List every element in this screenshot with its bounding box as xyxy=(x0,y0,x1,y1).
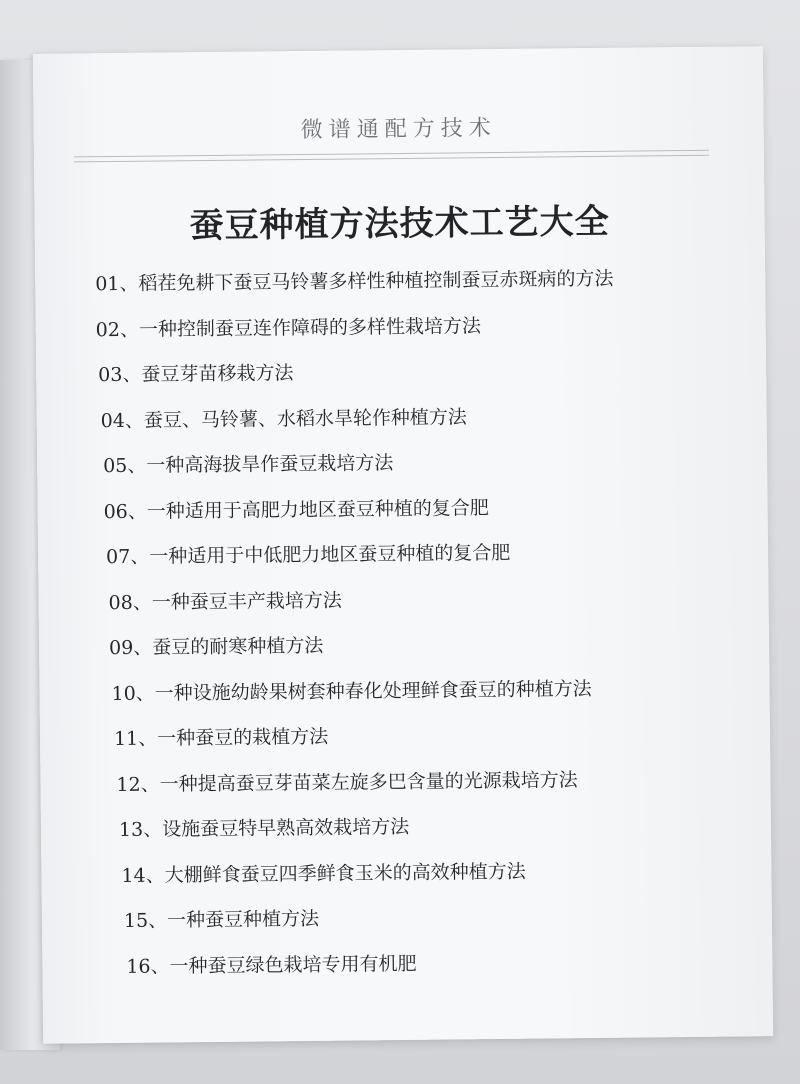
toc-item-text: 一种蚕豆的栽植方法 xyxy=(157,725,329,750)
toc-item-separator: 、 xyxy=(119,272,139,295)
toc-item-text: 蚕豆、马铃薯、水稻水旱轮作种植方法 xyxy=(143,405,467,432)
toc-item-separator: 、 xyxy=(119,318,140,341)
toc-item-separator: 、 xyxy=(145,864,165,887)
toc-item-separator: 、 xyxy=(143,818,163,841)
toc-item-number: 10 xyxy=(111,682,136,705)
toc-item-number: 03 xyxy=(98,363,123,387)
toc-item-number: 02 xyxy=(95,318,121,341)
toc-item-separator: 、 xyxy=(127,500,147,523)
toc-item-text: 一种高海拔旱作蚕豆栽培方法 xyxy=(146,452,394,477)
toc-item-text: 一种蚕豆丰产栽培方法 xyxy=(151,589,342,614)
toc-item-number: 08 xyxy=(108,591,133,614)
toc-item-text: 蚕豆的耐寒种植方法 xyxy=(152,634,324,659)
toc-item-separator: 、 xyxy=(133,636,153,659)
toc-item xyxy=(100,717,740,769)
toc-item-separator: 、 xyxy=(124,409,144,432)
toc-item-text: 蚕豆芽苗移栽方法 xyxy=(141,362,294,386)
toc-item xyxy=(96,354,736,406)
toc-item xyxy=(95,263,735,315)
toc-item-separator: 、 xyxy=(135,682,155,705)
toc-item-text: 一种控制蚕豆连作障碍的多样性栽培方法 xyxy=(138,314,482,341)
toc-item-text: 大棚鲜食蚕豆四季鲜食玉米的高效种植方法 xyxy=(164,860,526,887)
table-of-contents xyxy=(95,263,743,998)
toc-item-number: 09 xyxy=(108,636,134,660)
toc-item-separator: 、 xyxy=(127,454,147,477)
toc-item-text: 一种适用于高肥力地区蚕豆种植的复合肥 xyxy=(146,496,489,523)
toc-item-number: 15 xyxy=(123,909,149,932)
page-title: 蚕豆种植方法技术工艺大全 xyxy=(189,201,610,247)
toc-item-separator: 、 xyxy=(122,363,142,386)
toc-item xyxy=(97,399,737,451)
toc-item-number: 07 xyxy=(105,545,131,569)
toc-item-text: 一种蚕豆种植方法 xyxy=(167,907,320,932)
toc-item-number: 04 xyxy=(100,409,125,432)
toc-item xyxy=(102,945,742,997)
toc-item-number: 14 xyxy=(121,864,146,887)
toc-item-number: 16 xyxy=(126,955,151,978)
toc-item-text: 设施蚕豆特早熟高效栽培方法 xyxy=(162,815,410,841)
toc-item-separator: 、 xyxy=(130,545,150,568)
book-page xyxy=(33,46,773,1044)
toc-item-number: 01 xyxy=(95,272,120,296)
toc-item-separator: 、 xyxy=(138,727,158,750)
toc-item-number: 11 xyxy=(113,727,139,751)
toc-item xyxy=(99,626,739,678)
toc-item-number: 12 xyxy=(116,773,141,796)
toc-item xyxy=(98,535,738,587)
toc-item-text: 稻茬免耕下蚕豆马铃薯多样性种植控制蚕豆赤斑病的方法 xyxy=(138,267,614,295)
toc-item xyxy=(97,490,737,542)
toc-item-number: 06 xyxy=(103,500,128,523)
toc-item-text: 一种设施幼龄果树套种春化处理鲜食蚕豆的种植方法 xyxy=(154,677,592,705)
toc-item xyxy=(101,808,741,860)
toc-item-separator: 、 xyxy=(147,909,168,932)
toc-item xyxy=(96,308,736,360)
toc-item xyxy=(97,444,737,496)
toc-item-text: 一种提高蚕豆芽苗菜左旋多巴含量的光源栽培方法 xyxy=(159,768,578,796)
toc-item-number: 13 xyxy=(118,818,144,841)
toc-item-separator: 、 xyxy=(150,954,170,978)
toc-item xyxy=(99,672,739,724)
toc-item xyxy=(98,581,738,633)
toc-item-number: 05 xyxy=(103,454,128,478)
toc-item xyxy=(101,854,741,906)
toc-item xyxy=(100,763,740,815)
series-header: 微谱通配方技术 xyxy=(300,115,497,144)
toc-item-text: 一种蚕豆绿色栽培专用有机肥 xyxy=(169,952,417,977)
toc-item-separator: 、 xyxy=(132,591,152,614)
toc-item xyxy=(102,899,742,951)
toc-item-text: 一种适用于中低肥力地区蚕豆种植的复合肥 xyxy=(149,541,511,568)
toc-item-separator: 、 xyxy=(140,773,160,796)
